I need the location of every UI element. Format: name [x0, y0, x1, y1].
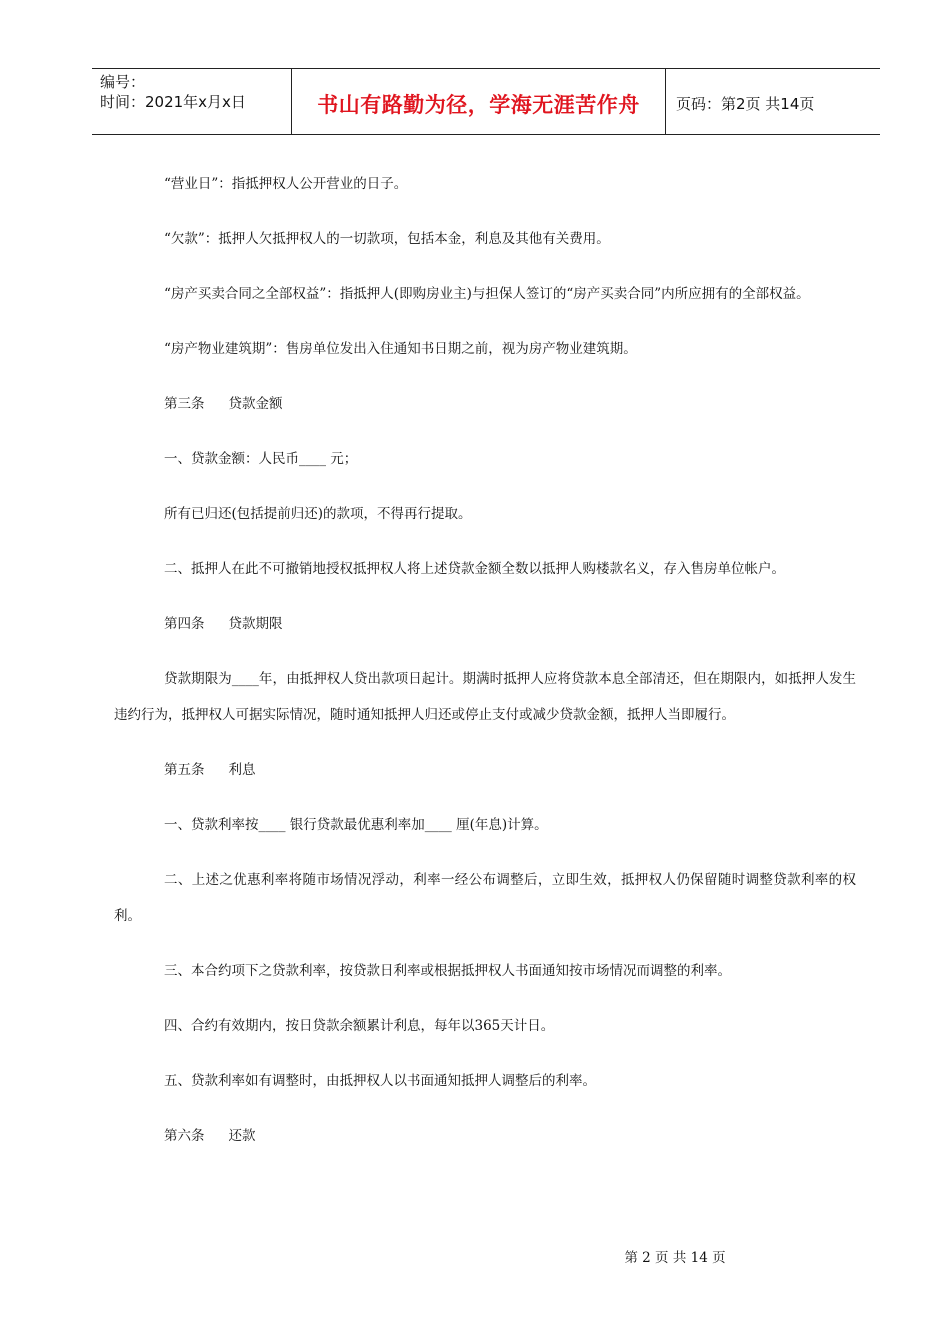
- article-4-heading: [114, 606, 856, 642]
- definition-contract-rights: “房产买卖合同之全部权益”：指抵押人(即购房业主)与担保人签订的“房产买卖合同”内所应拥有的全部权益。: [164, 286, 810, 302]
- definition-debt: “欠款”：抵押人欠抵押权人的一切款项，包括本金，利息及其他有关费用。: [164, 231, 610, 247]
- document-number-label: 编号：: [100, 73, 146, 91]
- header-meta: [92, 69, 292, 134]
- article-5-item-2: 二、上述之优惠利率将随市场情况浮动，利率一经公布调整后，立即生效，抵押权人仍保留随时调整贷款利率的权利。: [114, 872, 856, 924]
- page-header: [92, 68, 880, 135]
- article-number: 第五条: [164, 762, 205, 778]
- article-5-item-5: 五、贷款利率如有调整时，由抵押权人以书面通知抵押人调整后的利率。: [164, 1073, 596, 1089]
- article-title: 还款: [228, 1128, 256, 1144]
- document-body: [114, 166, 856, 1173]
- document-time-label: 时间：2021年x月x日: [100, 93, 246, 111]
- article-6-heading: [114, 1118, 856, 1154]
- article-title: 贷款金额: [228, 396, 283, 412]
- definition-business-day: “营业日”：指抵押权人公开营业的日子。: [164, 176, 408, 192]
- article-number: 第三条: [164, 396, 205, 412]
- article-3-item-2: 二、抵押人在此不可撤销地授权抵押权人将上述贷款金额全数以抵押人购楼款名义，存入售房单位帐户。: [164, 561, 785, 577]
- page-footer: 第 2 页 共 14 页: [624, 1250, 726, 1266]
- article-4-item-1: 贷款期限为____年，由抵押权人贷出款项日起计。期满时抵押人应将贷款本息全部清还，但在期限内，如抵押人发生违约行为，抵押权人可据实际情况，随时通知抵押人归还或停止支付或减少贷款金额，抵押人当即履行。: [114, 671, 856, 723]
- article-title: 贷款期限: [228, 616, 283, 632]
- article-3-heading: [114, 386, 856, 422]
- article-5-heading: [114, 752, 856, 788]
- article-5-item-3: 三、本合约项下之贷款利率，按贷款日利率或根据抵押权人书面通知按市场情况而调整的利率。: [164, 963, 731, 979]
- article-number: 第四条: [164, 616, 205, 632]
- definition-construction-period: “房产物业建筑期”：售房单位发出入住通知书日期之前，视为房产物业建筑期。: [164, 341, 637, 357]
- header-motto: 书山有路勤为径，学海无涯苦作舟: [292, 69, 666, 134]
- article-5-item-1: 一、贷款利率按____ 银行贷款最优惠利率加____ 厘(年息)计算。: [164, 817, 548, 833]
- article-3-item-note: 所有已归还(包括提前归还)的款项，不得再行提取。: [164, 506, 472, 522]
- article-5-item-4: 四、合约有效期内，按日贷款余额累计利息，每年以365天计日。: [164, 1018, 555, 1034]
- header-page-info: 页码：第2页 共14页: [676, 95, 815, 113]
- article-number: 第六条: [164, 1128, 205, 1144]
- article-3-item-1: 一、贷款金额：人民币____ 元；: [164, 451, 358, 467]
- article-title: 利息: [228, 762, 256, 778]
